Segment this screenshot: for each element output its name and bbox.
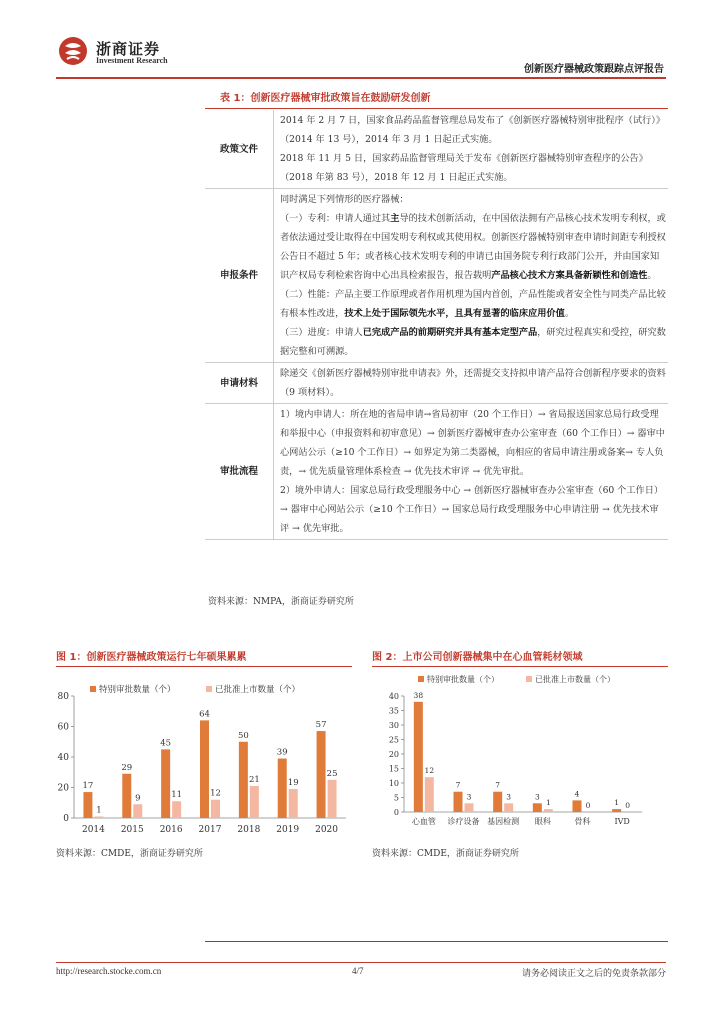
bar [133, 804, 142, 818]
y-tick-label: 5 [393, 793, 399, 803]
table-row [205, 189, 668, 363]
figure2-rule [372, 666, 668, 667]
x-tick-label: 基因检测 [487, 817, 520, 826]
y-tick-label: 35 [388, 706, 399, 716]
paragraph: 1）境内申请人：所在地的省局申请→省局初审（20 个工作日）→ 省局报送国家总局行政受理和举报中心（申报资料和初审意见）→ 创新医疗器械审查办公室审查（60 个工作日）→ 器审中心网站公示（≥10 个工作日）→ 如界定为第二类器械，向相应的省局申请注册或备案→ 专人负责，→ 优先质量管理体系检查 → 优先技术审评 → 优先审批。 [280, 409, 665, 477]
legend-label: 特别审批数量（个） [99, 685, 176, 695]
data-label: 3 [466, 792, 472, 802]
data-label: 25 [326, 768, 338, 779]
data-label: 39 [276, 747, 288, 758]
bar [504, 803, 513, 812]
bar [414, 702, 423, 812]
y-tick-label: 0 [393, 808, 399, 817]
data-label: 3 [506, 792, 512, 802]
report-title: 创新医疗器械政策跟踪点评报告 [524, 64, 664, 75]
data-label: 50 [237, 730, 249, 741]
bar [328, 780, 337, 818]
bar [612, 809, 621, 812]
data-label: 64 [199, 709, 210, 720]
data-label: 0 [585, 801, 591, 810]
legend-swatch [418, 676, 424, 682]
x-tick-label: 2017 [198, 825, 222, 835]
bar [493, 792, 502, 812]
bar [250, 786, 259, 818]
data-label: 57 [315, 720, 327, 731]
data-label: 9 [135, 793, 141, 804]
data-label: 19 [287, 778, 299, 789]
bold-run: 技术上处于国际领先水平，且具有显著的临床应用价值 [344, 308, 565, 319]
text-run: （二）性能：产品主要工作原理或者作用机理为国内首创，产品性能或者安全性与同类产品比较有根本性改进， [280, 289, 666, 319]
text-run: 。 [564, 308, 574, 319]
paragraph: 同时满足下列情形的医疗器械： [280, 194, 409, 205]
paragraph: 2）境外申请人：国家总局行政受理服务中心 → 创新医疗器械审查办公室审查（60 个工作日）→ 器审中心网站公示（≥10 个工作日）→ 国家总局行政受理服务中心申请注册 → 优先技术审评 → 优先审批。 [280, 485, 664, 534]
data-label: 29 [121, 762, 133, 773]
row-key: 审批流程 [205, 404, 274, 540]
text-run: ，研究过程真实和受控，研究数据完整和可溯源。 [280, 327, 666, 357]
content-bottom-rule [205, 941, 668, 942]
bar [573, 800, 582, 812]
bar [289, 789, 298, 818]
y-tick-label: 10 [388, 779, 399, 788]
logo-text: 浙商证券 [96, 40, 161, 58]
bar [425, 777, 434, 812]
bar [544, 809, 553, 812]
bold-run: 主 [390, 213, 400, 224]
table-row [205, 404, 668, 540]
policy-table [205, 110, 668, 540]
y-tick-label: 60 [57, 722, 69, 733]
bar [172, 801, 181, 818]
legend-label: 已批准上市数量（个） [535, 675, 615, 684]
table-top-rule [205, 108, 668, 109]
x-tick-label: 2015 [120, 825, 144, 835]
bar [533, 803, 542, 812]
bar [317, 731, 326, 818]
data-label: 4 [574, 789, 580, 799]
data-label: 45 [160, 738, 172, 749]
footer-disclaimer: 请务必阅读正文之后的免责条款部分 [521, 969, 666, 979]
data-label: 1 [96, 805, 102, 816]
data-label: 3 [534, 792, 540, 802]
y-tick-label: 30 [388, 721, 399, 730]
data-label: 17 [82, 781, 94, 792]
data-label: 0 [625, 801, 631, 810]
y-tick-label: 20 [57, 783, 69, 794]
legend-label: 特别审批数量（个） [427, 675, 499, 684]
logo-icon [58, 36, 88, 66]
row-value [274, 404, 669, 540]
figure1-source: 资料来源：CMDE，浙商证券研究所 [56, 849, 203, 859]
figure2-chart [372, 672, 668, 842]
figure2-source: 资料来源：CMDE，浙商证券研究所 [372, 849, 519, 859]
paragraph: 2014 年 2 月 7 日，国家食品药品监督管理总局发布了《创新医疗器械特别审批程序（试行）》（2014 年 13 号），2014 年 3 月 1 日起正式实施。 [280, 115, 666, 145]
x-tick-label: 骨科 [574, 817, 591, 826]
y-tick-label: 25 [388, 735, 399, 745]
y-tick-label: 20 [388, 750, 399, 759]
bar [211, 800, 220, 818]
row-key: 申请材料 [205, 363, 274, 404]
header-divider [56, 77, 666, 79]
legend-swatch [526, 676, 532, 682]
bar [122, 774, 131, 818]
data-label: 11 [171, 790, 183, 801]
bar [239, 742, 248, 818]
x-tick-label: 2018 [237, 825, 261, 835]
figure1-chart [56, 672, 352, 842]
data-label: 1 [614, 798, 620, 808]
row-key: 申报条件 [205, 189, 274, 363]
page-number: 4/7 [352, 966, 364, 976]
x-tick-label: 2014 [81, 825, 105, 835]
paragraph [280, 323, 666, 361]
figure1-title: 图 1：创新医疗器械政策运行七年硕果累累 [56, 652, 247, 663]
bar [83, 792, 92, 818]
row-value: 除递交《创新医疗器械特别审批申请表》外，还需提交支持拟申请产品符合创新程序要求的资料（9 项材料）。 [274, 363, 669, 404]
x-tick-label: 诊疗设备 [447, 817, 480, 826]
text-run: （一）专利：申请人通过其 [280, 213, 391, 224]
y-tick-label: 15 [388, 764, 399, 774]
legend-swatch [90, 686, 96, 692]
bar [161, 749, 170, 818]
logo-subtitle: Investment Research [96, 56, 168, 65]
bold-run: 产品核心技术方案具备新颖性和创造性 [491, 270, 648, 281]
bold-run: 已完成产品的前期研究并具有基本定型产品 [362, 327, 538, 338]
x-tick-label: 眼科 [534, 817, 551, 826]
row-value [274, 110, 669, 189]
table-row [205, 110, 668, 189]
data-label: 21 [248, 774, 260, 785]
row-value [274, 189, 669, 363]
x-tick-label: 心血管 [411, 817, 436, 826]
y-tick-label: 40 [388, 692, 399, 701]
bar [278, 759, 287, 818]
legend-swatch [206, 686, 212, 692]
text-run: 。 [647, 270, 657, 281]
data-label: 7 [495, 780, 501, 790]
row-key: 政策文件 [205, 110, 274, 189]
x-tick-label: 2016 [159, 825, 183, 835]
legend-label: 已批准上市数量（个） [215, 685, 301, 695]
x-tick-label: IVD [614, 817, 630, 826]
x-tick-label: 2020 [315, 825, 339, 835]
data-label: 12 [424, 766, 435, 776]
data-label: 1 [545, 798, 551, 808]
y-tick-label: 80 [57, 692, 69, 702]
y-tick-label: 40 [57, 753, 69, 763]
paragraph [280, 285, 666, 323]
x-tick-label: 2019 [276, 825, 300, 835]
text-run: （三）进度：申请人 [280, 327, 363, 338]
footer-divider [56, 962, 666, 963]
table-source: 资料来源：NMPA，浙商证券研究所 [208, 597, 354, 607]
footer-url[interactable]: http://research.stocke.com.cn [56, 966, 162, 976]
paragraph [280, 209, 666, 285]
paragraph: 2018 年 11 月 5 日，国家药品监督管理局关于发布《创新医疗器械特别审查程序的公告》（2018 年第 83 号），2018 年 12 月 1 日起正式实施。 [280, 153, 648, 183]
y-tick-label: 0 [63, 814, 69, 824]
bar [454, 792, 463, 812]
table-row [205, 363, 668, 404]
figure1-rule [56, 666, 352, 667]
text-run: 导的技术创新活动，在中国依法拥有产品核心技术发明专利权，或者依法通过受让取得在中国发明专利权或其使用权。创新医疗器械特别审查申请时间距专利授权公告日不超过 5 年；或者核心技术发明专利的申请已由国务院专利行政部门公开，并由国家知识产权局专利检索咨询中心出具检索报告，报告载明 [280, 213, 666, 281]
bar [465, 803, 474, 812]
bar [200, 720, 209, 818]
bar [94, 816, 103, 818]
data-label: 38 [413, 690, 424, 700]
figure2-title: 图 2：上市公司创新器械集中在心血管耗材领域 [372, 652, 583, 663]
data-label: 12 [210, 788, 221, 799]
data-label: 7 [455, 780, 461, 790]
table-title: 表 1：创新医疗器械审批政策旨在鼓励研发创新 [220, 93, 431, 104]
